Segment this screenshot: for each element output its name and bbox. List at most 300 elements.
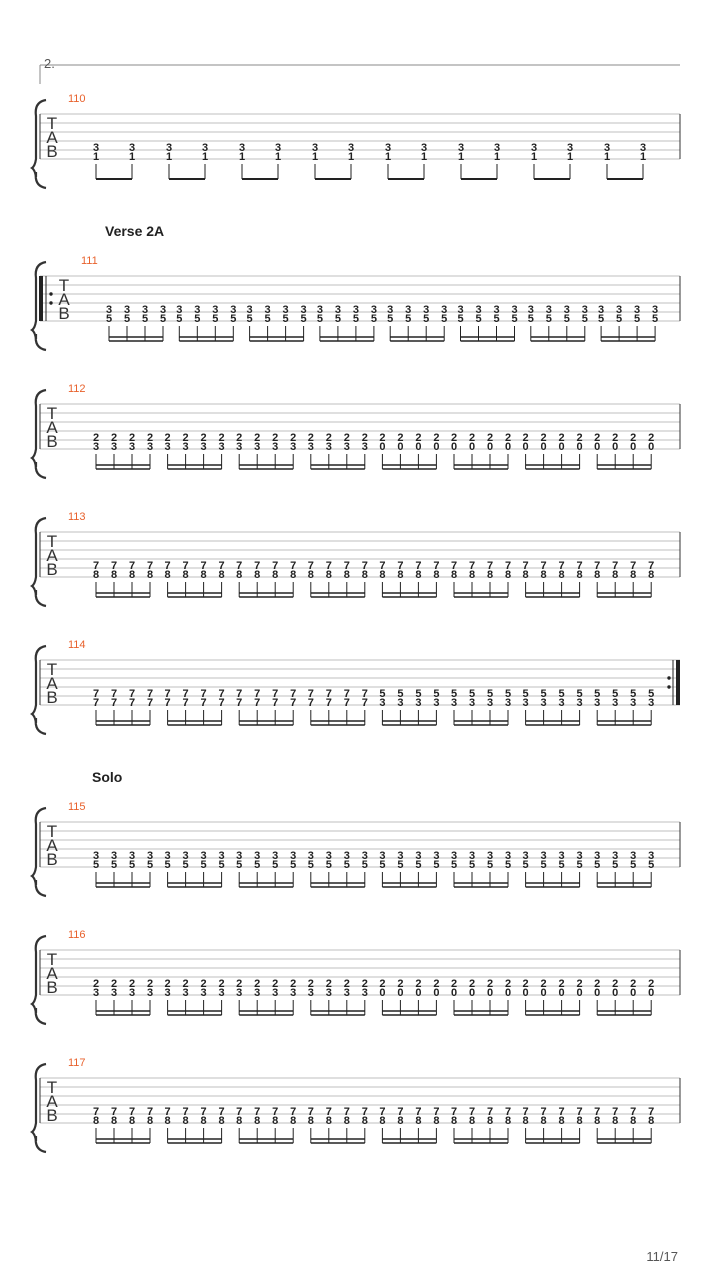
repeat-end-thick-barline — [676, 660, 680, 705]
fret-number-top: 5 — [468, 688, 476, 700]
fret-number-bottom: 8 — [164, 569, 171, 581]
beam-group — [236, 1106, 296, 1143]
fret-number-bottom: 8 — [630, 569, 637, 581]
fret-number-bottom: 8 — [415, 569, 422, 581]
fret-number-top: 3 — [311, 142, 319, 154]
fret-number-bottom: 3 — [146, 987, 154, 999]
beam-group — [523, 432, 583, 469]
fret-number-bottom: 8 — [540, 1115, 547, 1127]
fret-number-top: 7 — [307, 560, 314, 572]
fret-number-bottom: 5 — [433, 859, 440, 871]
fret-number-bottom: 0 — [504, 441, 512, 453]
fret-number-bottom: 7 — [110, 697, 118, 709]
fret-number-top: 7 — [254, 560, 261, 572]
beam-group — [594, 432, 654, 469]
fret-number-top: 7 — [468, 1106, 476, 1118]
fret-number-bottom: 8 — [272, 569, 279, 581]
beam-group — [308, 850, 368, 887]
fret-number-bottom: 5 — [334, 313, 341, 325]
fret-number-top: 5 — [486, 688, 494, 700]
tab-clef-letter: A — [58, 290, 70, 309]
system-brace — [32, 390, 46, 478]
beam-group — [458, 142, 500, 179]
fret-number-bottom: 5 — [563, 313, 570, 325]
fret-number-top: 5 — [450, 688, 458, 700]
fret-number-top: 7 — [146, 1106, 154, 1118]
tab-system — [32, 255, 680, 350]
fret-number-bottom: 3 — [540, 697, 547, 709]
fret-number-bottom: 8 — [92, 1115, 100, 1127]
beam-group — [379, 432, 439, 469]
fret-number-top: 3 — [433, 850, 440, 862]
fret-number-top: 2 — [128, 432, 136, 444]
fret-number-top: 2 — [307, 978, 314, 990]
fret-number-top: 3 — [159, 304, 167, 316]
fret-number-bottom: 7 — [236, 697, 243, 709]
fret-number-bottom: 3 — [164, 441, 171, 453]
fret-number-bottom: 8 — [236, 569, 243, 581]
fret-number-top: 3 — [545, 304, 552, 316]
fret-number-bottom: 5 — [105, 313, 113, 325]
beam-group — [236, 978, 296, 1015]
fret-number-bottom: 7 — [128, 697, 136, 709]
fret-number-top: 7 — [648, 1106, 655, 1118]
fret-number-top: 3 — [415, 850, 422, 862]
fret-number-bottom: 7 — [92, 697, 100, 709]
fret-number-top: 2 — [146, 978, 154, 990]
fret-number-top: 2 — [594, 432, 601, 444]
fret-number-bottom: 8 — [272, 1115, 279, 1127]
fret-number-top: 7 — [630, 560, 637, 572]
fret-number-top: 2 — [164, 432, 171, 444]
fret-number-top: 3 — [246, 304, 253, 316]
fret-number-bottom: 1 — [201, 151, 209, 163]
fret-number-top: 2 — [272, 978, 279, 990]
fret-number-bottom: 1 — [603, 151, 611, 163]
fret-number-top: 3 — [361, 850, 368, 862]
fret-number-bottom: 5 — [648, 859, 655, 871]
fret-number-top: 2 — [290, 978, 297, 990]
tab-system — [32, 801, 680, 896]
fret-number-top: 3 — [347, 142, 355, 154]
fret-number-top: 7 — [325, 688, 332, 700]
fret-number-top: 3 — [200, 850, 207, 862]
fret-number-bottom: 8 — [630, 1115, 637, 1127]
tab-clef-letter: T — [46, 532, 58, 551]
beam-group — [165, 688, 225, 725]
fret-number-top: 2 — [648, 978, 655, 990]
fret-number-top: 7 — [290, 560, 297, 572]
fret-number-bottom: 0 — [648, 987, 655, 999]
fret-number-bottom: 5 — [176, 313, 183, 325]
fret-number-bottom: 8 — [146, 569, 154, 581]
fret-number-top: 3 — [325, 850, 332, 862]
fret-number-top: 2 — [272, 432, 279, 444]
fret-number-bottom: 5 — [194, 313, 201, 325]
fret-number-top: 2 — [343, 432, 350, 444]
fret-number-bottom: 0 — [468, 987, 476, 999]
tab-clef-letter: B — [46, 688, 58, 707]
fret-number-bottom: 8 — [379, 1115, 386, 1127]
measure-number: 111 — [81, 255, 98, 267]
fret-number-bottom: 5 — [264, 313, 271, 325]
fret-number-bottom: 8 — [558, 569, 565, 581]
fret-number-bottom: 0 — [415, 441, 422, 453]
fret-number-bottom: 1 — [128, 151, 136, 163]
system-brace — [32, 646, 46, 734]
fret-number-bottom: 3 — [200, 441, 207, 453]
fret-number-top: 2 — [486, 978, 494, 990]
fret-number-top: 3 — [128, 850, 136, 862]
fret-number-bottom: 8 — [236, 1115, 243, 1127]
beam-group — [308, 1106, 368, 1143]
fret-number-bottom: 5 — [630, 859, 637, 871]
fret-number-bottom: 5 — [123, 313, 131, 325]
fret-number-bottom: 0 — [648, 441, 655, 453]
fret-number-bottom: 8 — [415, 1115, 422, 1127]
fret-number-top: 2 — [218, 978, 225, 990]
fret-number-bottom: 0 — [612, 987, 619, 999]
measure-number: 113 — [68, 511, 86, 523]
beam-group — [523, 978, 583, 1015]
fret-number-top: 7 — [325, 1106, 332, 1118]
fret-number-bottom: 3 — [272, 987, 279, 999]
tab-clef-letter: A — [46, 836, 58, 855]
fret-number-top: 2 — [540, 978, 547, 990]
fret-number-top: 7 — [504, 560, 512, 572]
fret-number-top: 3 — [397, 850, 404, 862]
fret-number-top: 3 — [405, 304, 412, 316]
fret-number-top: 3 — [146, 850, 154, 862]
tab-system — [32, 383, 680, 478]
fret-number-bottom: 3 — [200, 987, 207, 999]
fret-number-bottom: 8 — [254, 1115, 261, 1127]
fret-number-top: 7 — [450, 1106, 458, 1118]
beam-group — [594, 978, 654, 1015]
fret-number-bottom: 5 — [511, 313, 518, 325]
fret-number-top: 7 — [361, 560, 368, 572]
fret-number-bottom: 5 — [457, 313, 464, 325]
tab-clef-letter: B — [46, 978, 58, 997]
fret-number-top: 2 — [415, 978, 422, 990]
fret-number-bottom: 0 — [486, 441, 494, 453]
fret-number-bottom: 8 — [110, 569, 118, 581]
fret-number-bottom: 3 — [397, 697, 404, 709]
fret-number-top: 7 — [290, 688, 297, 700]
fret-number-bottom: 5 — [325, 859, 332, 871]
fret-number-top: 7 — [200, 688, 207, 700]
fret-number-bottom: 0 — [630, 987, 637, 999]
tab-clef-letter: A — [46, 128, 58, 147]
beam-group — [236, 560, 296, 597]
fret-number-bottom: 5 — [141, 313, 149, 325]
beam-group — [93, 560, 153, 597]
fret-number-bottom: 8 — [468, 569, 476, 581]
fret-number-top: 7 — [272, 688, 279, 700]
fret-number-bottom: 8 — [343, 1115, 350, 1127]
beam-group — [165, 850, 225, 887]
fret-number-bottom: 5 — [272, 859, 279, 871]
fret-number-bottom: 3 — [558, 697, 565, 709]
fret-number-bottom: 0 — [450, 441, 458, 453]
page-number: 11/17 — [646, 1249, 678, 1264]
fret-number-top: 7 — [450, 560, 458, 572]
fret-number-bottom: 5 — [405, 313, 412, 325]
beam-group — [457, 304, 517, 341]
fret-number-bottom: 8 — [146, 1115, 154, 1127]
fret-number-top: 3 — [581, 304, 588, 316]
fret-number-bottom: 5 — [159, 313, 167, 325]
fret-number-bottom: 5 — [307, 859, 314, 871]
fret-number-bottom: 1 — [274, 151, 282, 163]
fret-number-top: 7 — [415, 1106, 422, 1118]
fret-number-top: 7 — [612, 1106, 619, 1118]
fret-number-top: 2 — [182, 978, 189, 990]
fret-number-bottom: 1 — [311, 151, 319, 163]
fret-number-top: 7 — [128, 1106, 136, 1118]
fret-number-top: 3 — [423, 304, 430, 316]
fret-number-bottom: 5 — [612, 859, 619, 871]
fret-number-top: 7 — [486, 560, 494, 572]
fret-number-bottom: 7 — [218, 697, 225, 709]
measure-number: 110 — [68, 93, 86, 105]
fret-number-top: 2 — [361, 432, 368, 444]
beam-group — [93, 1106, 153, 1143]
fret-number-top: 5 — [504, 688, 512, 700]
measure-number: 117 — [68, 1057, 86, 1069]
fret-number-top: 7 — [486, 1106, 494, 1118]
fret-number-bottom: 8 — [218, 1115, 225, 1127]
fret-number-bottom: 8 — [504, 1115, 512, 1127]
fret-number-top: 2 — [361, 978, 368, 990]
fret-number-bottom: 0 — [379, 987, 386, 999]
fret-number-top: 2 — [612, 432, 619, 444]
fret-number-top: 2 — [433, 978, 440, 990]
fret-number-bottom: 3 — [343, 441, 350, 453]
beam-group — [451, 1106, 511, 1143]
fret-number-top: 2 — [630, 432, 637, 444]
beam-group — [523, 850, 583, 887]
fret-number-top: 2 — [200, 432, 207, 444]
fret-number-bottom: 3 — [272, 441, 279, 453]
fret-number-bottom: 8 — [540, 569, 547, 581]
fret-number-top: 2 — [92, 978, 100, 990]
fret-number-bottom: 8 — [504, 569, 512, 581]
fret-number-top: 3 — [603, 142, 611, 154]
beam-group — [236, 688, 296, 725]
repeat-dot — [49, 292, 52, 295]
fret-number-top: 3 — [387, 304, 394, 316]
fret-number-top: 3 — [379, 850, 386, 862]
fret-number-top: 3 — [264, 304, 271, 316]
fret-number-top: 7 — [200, 1106, 207, 1118]
tab-system — [32, 639, 680, 734]
fret-number-bottom: 8 — [307, 569, 314, 581]
fret-number-bottom: 8 — [200, 1115, 207, 1127]
fret-number-bottom: 3 — [254, 441, 261, 453]
fret-number-top: 2 — [128, 978, 136, 990]
beam-group — [451, 978, 511, 1015]
fret-number-bottom: 8 — [648, 569, 655, 581]
fret-number-top: 3 — [110, 850, 118, 862]
repeat-dot — [49, 301, 52, 304]
fret-number-top: 2 — [397, 978, 404, 990]
fret-number-top: 3 — [648, 850, 655, 862]
fret-number-bottom: 3 — [648, 697, 655, 709]
fret-number-top: 5 — [540, 688, 547, 700]
fret-number-bottom: 1 — [639, 151, 647, 163]
fret-number-top: 7 — [648, 560, 655, 572]
fret-number-top: 2 — [486, 432, 494, 444]
tab-clef-letter: T — [58, 276, 70, 295]
fret-number-top: 3 — [123, 304, 131, 316]
beam-group — [239, 142, 281, 179]
fret-number-top: 2 — [558, 432, 565, 444]
beam-group — [379, 560, 439, 597]
fret-number-top: 7 — [236, 560, 243, 572]
fret-number-bottom: 0 — [450, 987, 458, 999]
fret-number-bottom: 7 — [307, 697, 314, 709]
fret-number-bottom: 8 — [343, 569, 350, 581]
fret-number-top: 5 — [648, 688, 655, 700]
fret-number-bottom: 5 — [397, 859, 404, 871]
fret-number-bottom: 5 — [92, 859, 100, 871]
beam-group — [594, 850, 654, 887]
fret-number-top: 3 — [334, 304, 341, 316]
tab-system — [32, 1057, 680, 1152]
fret-number-bottom: 8 — [290, 1115, 297, 1127]
fret-number-bottom: 8 — [612, 569, 619, 581]
fret-number-bottom: 8 — [594, 1115, 601, 1127]
fret-number-top: 3 — [201, 142, 209, 154]
fret-number-bottom: 5 — [300, 313, 307, 325]
fret-number-bottom: 0 — [594, 987, 601, 999]
beam-group — [308, 978, 368, 1015]
beam-group — [379, 688, 439, 725]
fret-number-top: 7 — [200, 560, 207, 572]
fret-number-top: 3 — [218, 850, 225, 862]
fret-number-bottom: 0 — [576, 987, 583, 999]
fret-number-bottom: 8 — [522, 569, 529, 581]
fret-number-bottom: 8 — [128, 1115, 136, 1127]
fret-number-bottom: 3 — [92, 441, 100, 453]
fret-number-bottom: 3 — [594, 697, 601, 709]
fret-number-bottom: 7 — [182, 697, 189, 709]
tab-clef-letter: A — [46, 964, 58, 983]
fret-number-top: 7 — [433, 1106, 440, 1118]
fret-number-bottom: 8 — [450, 1115, 458, 1127]
fret-number-bottom: 5 — [128, 859, 136, 871]
volta-label: 2. — [44, 56, 55, 71]
fret-number-top: 2 — [379, 978, 386, 990]
beam-group — [594, 1106, 654, 1143]
fret-number-top: 2 — [290, 432, 297, 444]
fret-number-bottom: 3 — [325, 987, 332, 999]
fret-number-top: 2 — [325, 432, 332, 444]
fret-number-top: 2 — [343, 978, 350, 990]
fret-number-bottom: 5 — [110, 859, 118, 871]
beam-group — [165, 560, 225, 597]
fret-number-bottom: 8 — [558, 1115, 565, 1127]
fret-number-bottom: 8 — [218, 569, 225, 581]
fret-number-top: 3 — [634, 304, 641, 316]
fret-number-bottom: 0 — [612, 441, 619, 453]
fret-number-top: 2 — [522, 432, 529, 444]
fret-number-bottom: 5 — [246, 313, 253, 325]
fret-number-top: 2 — [236, 978, 243, 990]
fret-number-bottom: 7 — [361, 697, 368, 709]
fret-number-top: 3 — [486, 850, 494, 862]
fret-number-bottom: 5 — [504, 859, 512, 871]
fret-number-top: 2 — [325, 978, 332, 990]
fret-number-bottom: 5 — [475, 313, 482, 325]
fret-number-top: 7 — [110, 1106, 118, 1118]
fret-number-bottom: 7 — [290, 697, 297, 709]
fret-number-top: 3 — [290, 850, 297, 862]
fret-number-top: 7 — [343, 560, 350, 572]
fret-number-top: 2 — [110, 978, 118, 990]
fret-number-top: 5 — [397, 688, 404, 700]
fret-number-bottom: 5 — [581, 313, 588, 325]
fret-number-top: 7 — [540, 1106, 547, 1118]
fret-number-bottom: 8 — [522, 1115, 529, 1127]
fret-number-top: 7 — [576, 1106, 583, 1118]
tab-clef-letter: T — [46, 1078, 58, 1097]
fret-number-top: 7 — [146, 560, 154, 572]
fret-number-bottom: 8 — [92, 569, 100, 581]
fret-number-top: 3 — [450, 850, 458, 862]
fret-number-top: 7 — [218, 560, 225, 572]
fret-number-top: 7 — [522, 560, 529, 572]
fret-number-top: 5 — [576, 688, 583, 700]
fret-number-top: 7 — [594, 1106, 601, 1118]
fret-number-bottom: 5 — [352, 313, 359, 325]
fret-number-bottom: 8 — [290, 569, 297, 581]
repeat-start-thick-barline — [39, 276, 43, 321]
beam-group — [594, 560, 654, 597]
beam-group — [308, 688, 368, 725]
fret-number-bottom: 5 — [146, 859, 154, 871]
fret-number-top: 3 — [612, 850, 619, 862]
fret-number-bottom: 8 — [576, 569, 583, 581]
beam-group — [106, 304, 166, 341]
fret-number-bottom: 3 — [325, 441, 332, 453]
section-label: Verse 2A — [105, 223, 165, 239]
fret-number-top: 7 — [164, 688, 171, 700]
tab-clef-letter: T — [46, 404, 58, 423]
fret-number-bottom: 5 — [254, 859, 261, 871]
fret-number-top: 3 — [576, 850, 583, 862]
fret-number-top: 7 — [164, 1106, 171, 1118]
fret-number-top: 7 — [92, 560, 100, 572]
fret-number-top: 3 — [92, 850, 100, 862]
fret-number-bottom: 3 — [379, 697, 386, 709]
fret-number-top: 3 — [566, 142, 574, 154]
fret-number-top: 7 — [272, 560, 279, 572]
tab-clef-letter: A — [46, 418, 58, 437]
beam-group — [451, 432, 511, 469]
fret-number-top: 3 — [493, 142, 501, 154]
fret-number-top: 3 — [530, 142, 538, 154]
fret-number-bottom: 3 — [433, 697, 440, 709]
fret-number-bottom: 3 — [415, 697, 422, 709]
fret-number-top: 7 — [361, 688, 368, 700]
beam-group — [379, 978, 439, 1015]
fret-number-top: 3 — [254, 850, 261, 862]
fret-number-bottom: 3 — [522, 697, 529, 709]
fret-number-top: 7 — [361, 1106, 368, 1118]
fret-number-bottom: 7 — [343, 697, 350, 709]
